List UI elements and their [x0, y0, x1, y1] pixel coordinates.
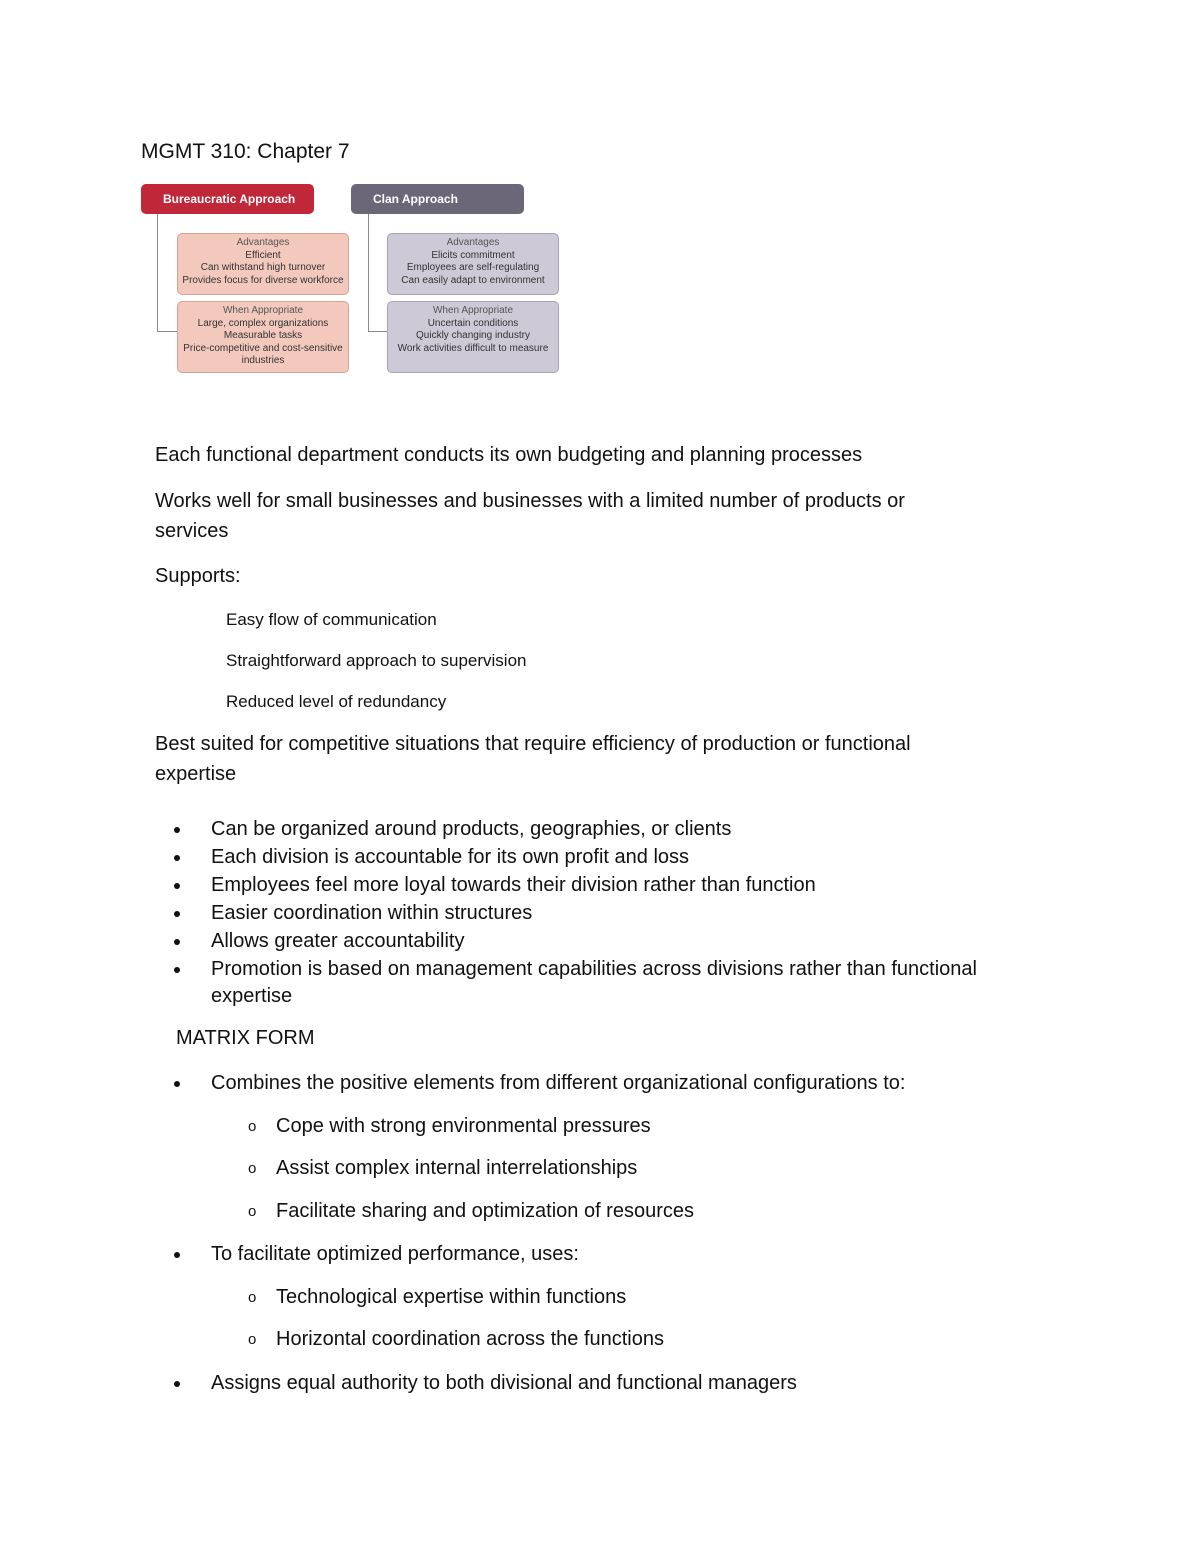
bullet-icon — [174, 967, 180, 973]
connector-line — [157, 214, 158, 331]
support-item: Straightforward approach to supervision — [226, 651, 527, 670]
supports-heading: Supports: — [155, 565, 241, 587]
bullet-icon — [174, 1381, 180, 1387]
clan-approach-header: Clan Approach — [351, 184, 524, 214]
bullet-icon — [174, 1252, 180, 1258]
sub-bullet-icon: o — [248, 1331, 257, 1348]
page-title: MGMT 310: Chapter 7 — [141, 140, 350, 163]
bullet-icon — [174, 883, 180, 889]
bureaucratic-approach-header: Bureaucratic Approach — [141, 184, 314, 214]
card-line: Quickly changing industry — [416, 330, 530, 341]
card-title: Advantages — [236, 237, 290, 248]
support-item: Reduced level of redundancy — [226, 692, 447, 711]
sub-bullet-icon: o — [248, 1118, 257, 1135]
sub-bullet-icon: o — [248, 1289, 257, 1306]
clan-advantages-card — [387, 233, 559, 295]
bullet-icon — [174, 1081, 180, 1087]
paragraph: Works well for small businesses and businesses with a limited number of products or — [155, 490, 905, 512]
bullet-icon — [174, 939, 180, 945]
card-line: Provides focus for diverse workforce — [182, 274, 344, 286]
card-line: Employees are self-regulating — [406, 262, 540, 273]
clan-when-card — [387, 301, 559, 373]
card-line: Can easily adapt to environment — [401, 274, 545, 286]
card-line: Work activities difficult to measure — [397, 342, 549, 354]
card-line: Large, complex organizations — [197, 317, 329, 329]
card-line: Measurable tasks — [223, 330, 303, 341]
bureaucratic-when-card — [177, 301, 349, 373]
support-item: Easy flow of communication — [226, 610, 437, 629]
card-title: Advantages — [446, 237, 500, 248]
paragraph: services — [155, 520, 229, 542]
connector-line — [157, 331, 177, 332]
card-title: When Appropriate — [432, 305, 514, 316]
control-approaches-diagram — [140, 183, 565, 378]
bullet-icon — [174, 911, 180, 917]
paragraph: Best suited for competitive situations that require efficiency of production or functional — [155, 733, 911, 755]
bullet-icon — [174, 827, 180, 833]
sub-bullet-icon: o — [248, 1203, 257, 1220]
card-line: Can withstand high turnover — [200, 262, 326, 273]
card-line: industries — [241, 355, 285, 366]
card-line: Price-competitive and cost-sensitive — [183, 342, 343, 354]
connector-line — [368, 214, 369, 331]
card-line: Efficient — [245, 249, 281, 261]
paragraph: expertise — [155, 763, 237, 785]
card-line: Elicits commitment — [431, 249, 515, 261]
card-line: Uncertain conditions — [427, 317, 519, 329]
paragraph: Each functional department conducts its own budgeting and planning processes — [155, 444, 863, 466]
connector-line — [368, 331, 387, 332]
card-title: When Appropriate — [222, 305, 304, 316]
section-heading: MATRIX FORM — [176, 1027, 315, 1049]
sub-bullet-icon: o — [248, 1160, 257, 1177]
bullet-icon — [174, 855, 180, 861]
bureaucratic-advantages-card — [177, 233, 349, 295]
